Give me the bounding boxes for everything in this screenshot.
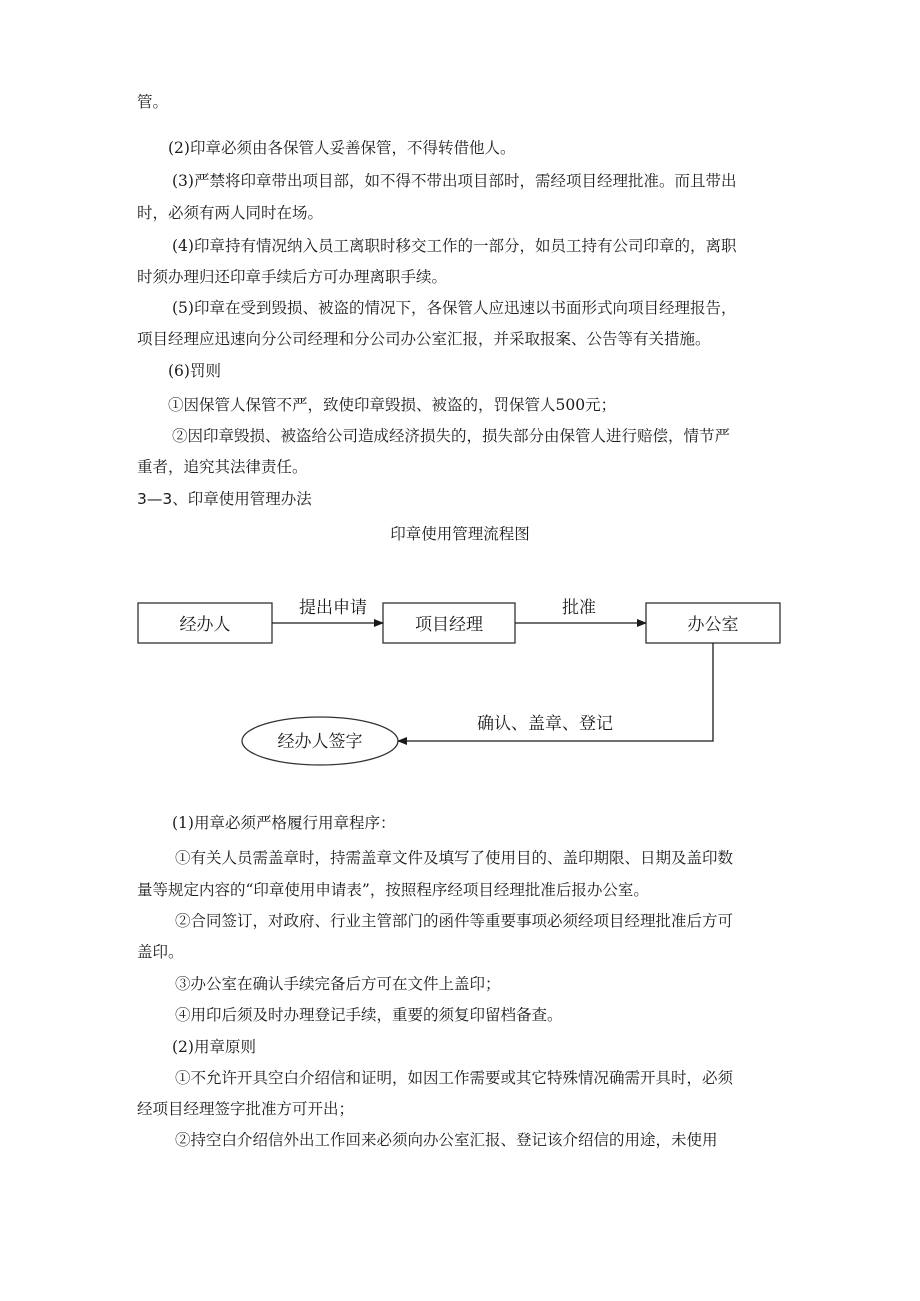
paragraph-line: 项目经理应迅速向分公司经理和分公司办公室汇报，并采取报案、公告等有关措施。 bbox=[137, 330, 711, 348]
paragraph-line: 重者，追究其法律责任。 bbox=[137, 458, 308, 476]
paragraph-line: (4)印章持有情况纳入员工离职时移交工作的一部分，如员工持有公司印章的，离职 bbox=[172, 237, 737, 255]
paragraph-line: 管。 bbox=[137, 93, 169, 111]
node-sign-label: 经办人签字 bbox=[277, 732, 363, 752]
paragraph-line: 量等规定内容的“印章使用申请表”，按照程序经项目经理批准后报办公室。 bbox=[137, 881, 649, 899]
paragraph-line: (2)印章必须由各保管人妥善保管，不得转借他人。 bbox=[168, 139, 516, 157]
node-handler-label: 经办人 bbox=[179, 615, 231, 635]
paragraph-line: (3)严禁将印章带出项目部，如不得不带出项目部时，需经项目经理批准。而且带出 bbox=[172, 172, 737, 190]
edge-apply-label: 提出申请 bbox=[299, 598, 367, 618]
edge-approve-label: 批准 bbox=[562, 598, 596, 618]
node-office bbox=[646, 603, 780, 643]
flowchart-caption: 印章使用管理流程图 bbox=[390, 525, 530, 543]
paragraph-line: ①因保管人保管不严，致使印章毁损、被盗的，罚保管人500元； bbox=[168, 396, 617, 414]
paragraph-line: (5)印章在受到毁损、被盗的情况下，各保管人应迅速以书面形式向项目经理报告， bbox=[172, 299, 737, 317]
paragraph-line: 盖印。 bbox=[137, 943, 184, 961]
paragraph-line: ①有关人员需盖章时，持需盖章文件及填写了使用目的、盖印期限、日期及盖印数 bbox=[175, 849, 734, 867]
paragraph-line: (1)用章必须严格履行用章程序： bbox=[172, 814, 396, 832]
paragraph-line: ②合同签订，对政府、行业主管部门的函件等重要事项必须经项目经理批准后方可 bbox=[175, 912, 734, 930]
paragraph-line: (6)罚则 bbox=[168, 362, 221, 380]
node-handler bbox=[138, 603, 272, 643]
node-sign bbox=[242, 717, 398, 765]
paragraph-line: ①不允许开具空白介绍信和证明，如因工作需要或其它特殊情况确需开具时，必须 bbox=[175, 1069, 734, 1087]
edge-confirm-label: 确认、盖章、登记 bbox=[477, 714, 613, 734]
node-manager bbox=[383, 603, 515, 643]
paragraph-line: (2)用章原则 bbox=[172, 1038, 256, 1056]
paragraph-line: ②持空白介绍信外出工作回来必须向办公室汇报、登记该介绍信的用途，未使用 bbox=[175, 1131, 718, 1149]
section-heading: 3—3、印章使用管理办法 bbox=[137, 490, 312, 508]
paragraph-line: 时须办理归还印章手续后方可办理离职手续。 bbox=[137, 268, 448, 286]
paragraph-line: 时，必须有两人同时在场。 bbox=[137, 204, 324, 222]
paragraph-line: 经项目经理签字批准方可开出； bbox=[137, 1100, 355, 1118]
paragraph-line: ②因印章毁损、被盗给公司造成经济损失的，损失部分由保管人进行赔偿，情节严 bbox=[172, 427, 731, 445]
node-manager-label: 项目经理 bbox=[415, 615, 483, 635]
paragraph-line: ③办公室在确认手续完备后方可在文件上盖印； bbox=[175, 975, 501, 993]
paragraph-line: ④用印后须及时办理登记手续，重要的须复印留档备查。 bbox=[175, 1006, 563, 1024]
node-office-label: 办公室 bbox=[687, 615, 739, 635]
